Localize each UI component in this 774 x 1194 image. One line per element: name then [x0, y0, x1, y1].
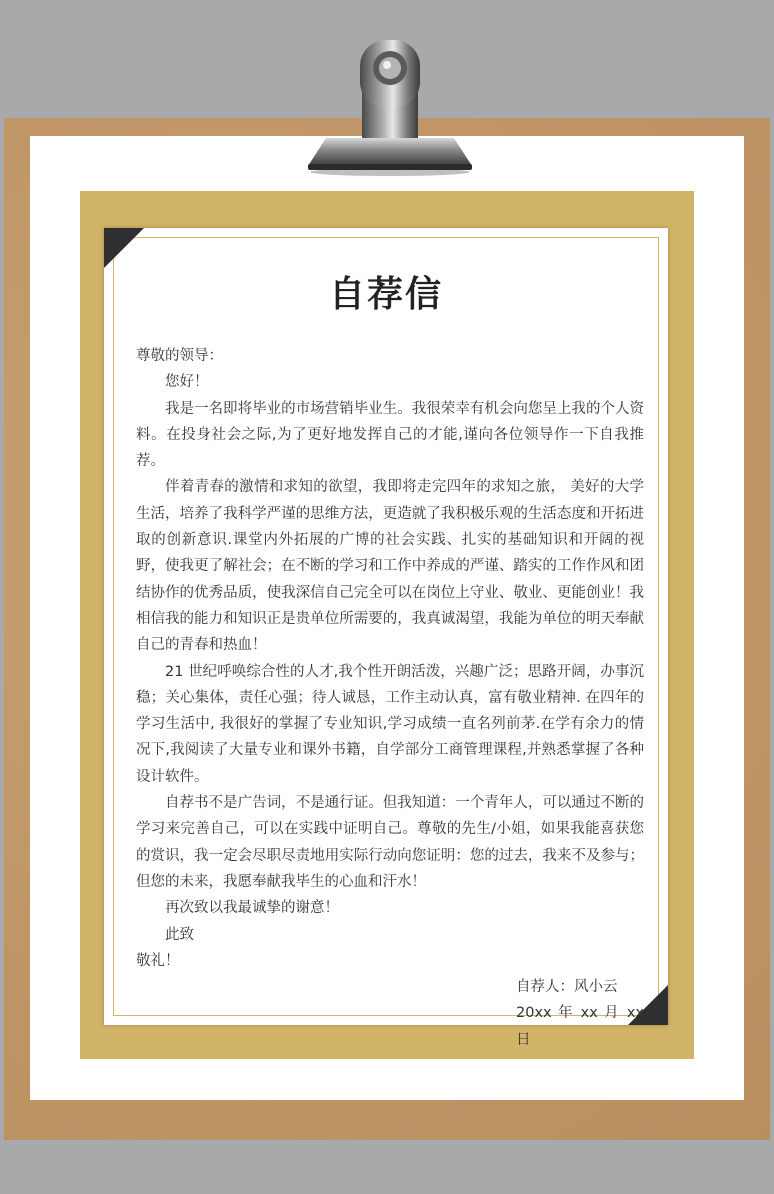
greeting: 您好！ [165, 374, 209, 391]
letter-title: 自荐信 [328, 273, 443, 315]
paragraph-university: 伴着青春的激情和求知的欲望，我即将走完四年的求知之旅， 美好的大学生活，培养了我科学严谨的思维方法，更造就了我积极乐观的生活态度和开拓进取的创新意识.课堂内外拓展的广博的社会实践、扎实的基础知识和开阔的视野，使我更了解社会；在不断的学习和工作中养成的严谨、踏实的工作作风和团结协作的优秀品质，使我深信自己完全可以在岗位上守业、敬业、更能创业！我相信我的能力和知识正是贵单位所需要的，我真诚渴望，我能为单位的明天奉献自己的青春和热血！ [136, 479, 644, 654]
paragraph-thanks: 再次致以我最诚挚的谢意！ [165, 900, 339, 917]
gold-frame [80, 191, 694, 1059]
binder-clip-icon [306, 26, 474, 176]
letter-paper [104, 228, 668, 1048]
paragraph-personality: 21 世纪呼唤综合性的人才,我个性开朗活泼，兴趣广泛；思路开阔，办事沉稳；关心集体，责任心强；待人诚恳，工作主动认真，富有敬业精神. 在四年的学习生活中, 我很好的掌握了专业知识,学习成绩一直名列前茅.在学有余力的情况下,我阅读了大量专业和课外书籍，自学部分工商管理课程,并熟悉掌握了各种设计软件。 [136, 663, 644, 785]
date: 20xx 年 xx 月 xx 日 [516, 1005, 644, 1048]
clipboard-board [4, 118, 770, 1140]
paragraph-commitment: 自荐书不是广告词，不是通行证。但我知道：一个青年人，可以通过不断的学习来完善自己，可以在实践中证明自己。尊敬的先生/小姐，如果我能喜获您的赏识，我一定会尽职尽责地用实际行动向您证明：您的过去，我来不及参与；但您的未来，我愿奉献我毕生的心血和汗水！ [136, 795, 644, 890]
paragraph-intro: 我是一名即将毕业的市场营销毕业生。我很荣幸有机会向您呈上我的个人资料。在投身社会之际,为了更好地发挥自己的才能,谨向各位领导作一下自我推荐。 [136, 400, 644, 470]
closing-line-2: 敬礼！ [136, 952, 180, 969]
backing-sheet [30, 136, 744, 1100]
salutation: 尊敬的领导： [136, 348, 223, 364]
letter-body [136, 343, 644, 1053]
closing-line-1: 此致 [165, 926, 194, 943]
corner-decoration-top-left [104, 228, 144, 268]
signature: 自荐人：风小云 [516, 979, 618, 996]
